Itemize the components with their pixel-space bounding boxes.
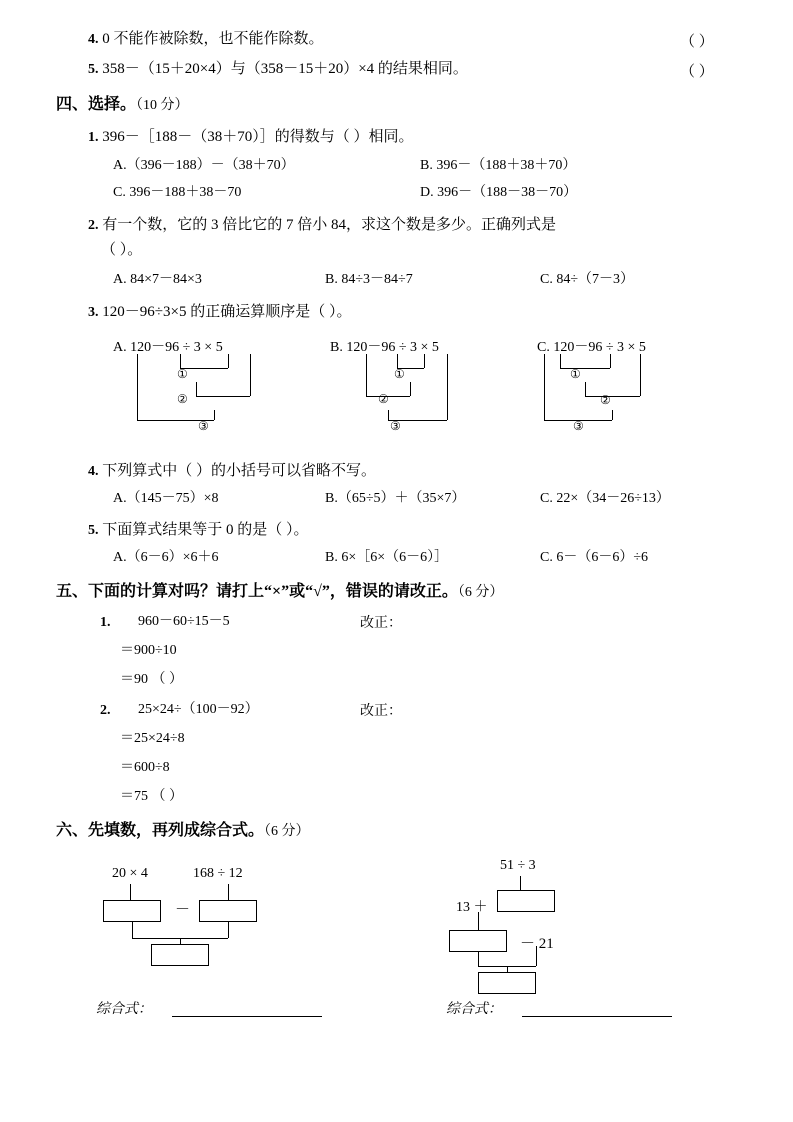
- choice-q2-option-a[interactable]: A. 84×7－84×3: [113, 272, 202, 287]
- right-diagram-result-box[interactable]: [478, 972, 536, 994]
- choice-q3-diagram-c-expr: 120－96 ÷ 3 × 5: [553, 340, 646, 355]
- tf-item-4-text: 0 不能作被除数，也不能作除数。: [102, 31, 324, 47]
- choice-q3-diagram-c-mark-1: ①: [570, 367, 581, 381]
- choice-q4-number: 4.: [88, 464, 99, 479]
- right-diagram-mid-left-expr: 13 ＋: [456, 900, 488, 915]
- choice-q4-option-b[interactable]: B.（65÷5）＋（35×7）: [325, 491, 466, 506]
- choice-q3-diagram-b-mark-3: ③: [390, 419, 401, 433]
- choice-q1-option-b[interactable]: B. 396－（188＋38＋70）: [420, 158, 577, 173]
- choice-q3-diagram-a-mark-1: ①: [177, 367, 188, 381]
- check-item-1-line-2: ＝900÷10: [120, 643, 177, 658]
- choice-q3-diagram-b-label: B.: [330, 340, 343, 355]
- choice-q1-option-d[interactable]: D. 396－（188－38－70）: [420, 185, 578, 200]
- choice-q3-diagram-b-mark-1: ①: [394, 367, 405, 381]
- choice-q2-option-b[interactable]: B. 84÷3－84÷7: [325, 272, 413, 287]
- left-answer-label: 综合式：: [96, 1002, 152, 1017]
- choice-q3-diagram-c-mark-2: ②: [600, 393, 611, 407]
- check-item-1-number: 1.: [100, 615, 111, 630]
- choice-q4-stem: [88, 462, 376, 481]
- choice-q3-diagram-c-mark-3: ③: [573, 419, 584, 433]
- right-answer-blank[interactable]: [522, 1016, 672, 1017]
- right-answer-label: 综合式：: [446, 1002, 502, 1017]
- left-diagram-result-box[interactable]: [151, 944, 209, 966]
- choice-q5-number: 5.: [88, 523, 99, 538]
- choice-q2-text-1: 有一个数，它的 3 倍比它的 7 倍小 84，求这个数是多少。正确列式是: [102, 217, 557, 233]
- left-diagram-box-2[interactable]: [199, 900, 257, 922]
- left-diagram-top-left-expr: 20 × 4: [112, 866, 148, 881]
- check-item-1-correction-label[interactable]: 改正：: [360, 616, 402, 631]
- choice-q5-option-c[interactable]: C. 6－（6－6）÷6: [540, 550, 649, 565]
- section-6-score: （6 分）: [264, 824, 310, 839]
- check-item-2-number: 2.: [100, 703, 111, 718]
- choice-q4-option-a[interactable]: A.（145－75）×8: [113, 491, 219, 506]
- choice-q4-text: 下列算式中（ ）的小括号可以省略不写。: [102, 463, 377, 479]
- choice-q1-text: 396－［188－（38＋70）］的得数与（ ）相同。: [102, 129, 414, 145]
- choice-q3-number: 3.: [88, 305, 99, 320]
- section-4-heading: [56, 96, 189, 115]
- choice-q3-diagram-a-label: A.: [113, 340, 127, 355]
- section-5-heading: [56, 583, 503, 602]
- section-6-heading: [56, 822, 310, 841]
- check-item-2-line-4[interactable]: ＝75 （ ）: [120, 789, 183, 804]
- section-4-score: （10 分）: [136, 98, 189, 113]
- choice-q2-stem-line2[interactable]: （ ）。: [101, 242, 143, 258]
- choice-q3-diagram-a-mark-2: ②: [177, 392, 188, 406]
- choice-q3-diagram-c-label: C.: [537, 340, 550, 355]
- tf-item-5-number: 5.: [88, 62, 99, 77]
- choice-q3-diagram-b-expr: 120－96 ÷ 3 × 5: [346, 340, 439, 355]
- tf-item-4-answer-paren[interactable]: （ ）: [680, 34, 714, 50]
- tf-item-4-number: 4.: [88, 32, 99, 47]
- tf-item-5-text: 358－（15＋20×4）与（358－15＋20）×4 的结果相同。: [102, 61, 468, 77]
- choice-q1-option-c[interactable]: C. 396－188＋38－70: [113, 185, 242, 200]
- check-item-2-line-1: 25×24÷（100－92）: [138, 702, 259, 717]
- check-item-2-line-2: ＝25×24÷8: [120, 731, 185, 746]
- choice-q1-stem: [88, 128, 414, 147]
- choice-q5-option-b[interactable]: B. 6×［6×（6－6）］: [325, 550, 449, 565]
- right-diagram-operator: － 21: [520, 936, 554, 952]
- left-diagram-top-right-expr: 168 ÷ 12: [193, 866, 243, 881]
- choice-q3-diagram-a-mark-3: ③: [198, 419, 209, 433]
- choice-q3-diagram-a-expr: 120－96 ÷ 3 × 5: [130, 340, 223, 355]
- choice-q4-option-c[interactable]: C. 22×（34－26÷13）: [540, 491, 670, 506]
- check-item-1-line-1: 960－60÷15－5: [138, 614, 230, 629]
- right-diagram-box-1[interactable]: [497, 890, 555, 912]
- section-5-score: （6 分）: [457, 585, 504, 600]
- tf-item-4: [88, 30, 324, 49]
- section-5-title: 五、下面的计算对吗？请打上“×”或“√”，错误的请改正。: [56, 583, 458, 600]
- choice-q3-diagram-b-mark-2: ②: [378, 392, 389, 406]
- right-diagram-box-2[interactable]: [449, 930, 507, 952]
- choice-q5-option-a[interactable]: A.（6－6）×6＋6: [113, 550, 219, 565]
- left-diagram-operator: －: [175, 902, 191, 918]
- section-6-title: 六、先填数，再列成综合式。: [56, 822, 265, 839]
- tf-item-5-answer-paren[interactable]: （ ）: [680, 64, 714, 80]
- choice-q2-stem-line1: [88, 216, 556, 235]
- choice-q3-stem: [88, 303, 351, 322]
- left-answer-blank[interactable]: [172, 1016, 322, 1017]
- choice-q2-option-c[interactable]: C. 84÷（7－3）: [540, 272, 635, 287]
- choice-q3-text: 120－96÷3×5 的正确运算顺序是（ ）。: [102, 304, 352, 320]
- choice-q1-number: 1.: [88, 130, 99, 145]
- choice-q5-stem: [88, 521, 309, 540]
- left-diagram-box-1[interactable]: [103, 900, 161, 922]
- section-4-title: 四、选择。: [56, 96, 137, 113]
- tf-item-5: [88, 60, 468, 79]
- choice-q5-text: 下面算式结果等于 0 的是（ ）。: [102, 522, 309, 538]
- check-item-2-line-3: ＝600÷8: [120, 760, 170, 775]
- check-item-2-correction-label[interactable]: 改正：: [360, 704, 402, 719]
- choice-q1-option-a[interactable]: A.（396－188）－（38＋70）: [113, 158, 295, 173]
- choice-q2-number: 2.: [88, 218, 99, 233]
- right-diagram-top-expr: 51 ÷ 3: [500, 858, 536, 873]
- check-item-1-line-3[interactable]: ＝90 （ ）: [120, 672, 183, 687]
